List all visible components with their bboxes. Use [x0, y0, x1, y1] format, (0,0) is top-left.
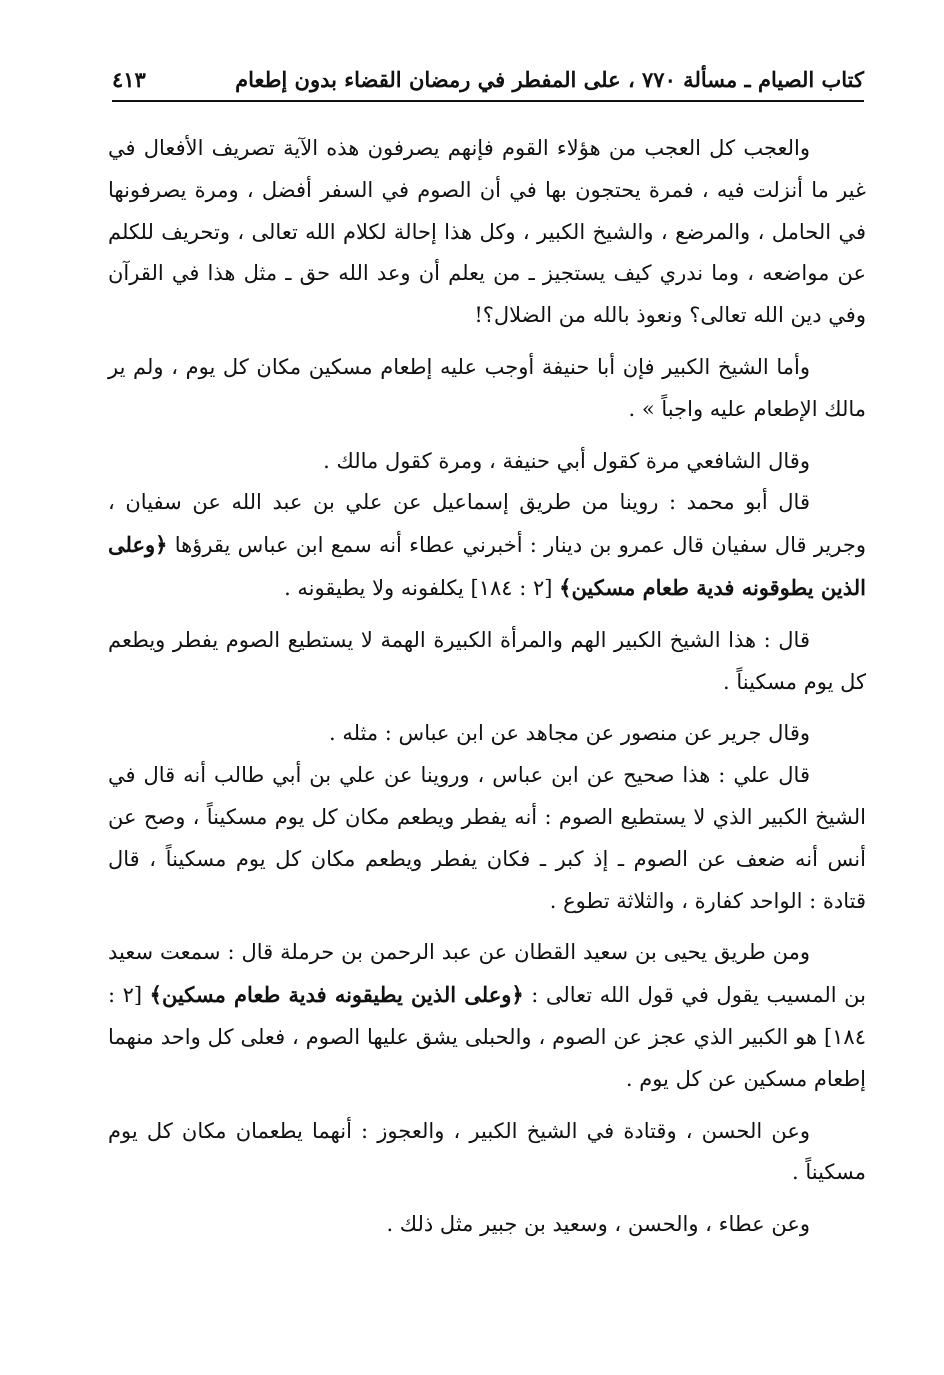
paragraph: وعن عطاء ، والحسن ، وسعيد بن جبير مثل ذلك .: [386, 1212, 810, 1237]
paragraph: والعجب كل العجب من هؤلاء القوم فإنهم يصرفون هذه الآية تصريف الأفعال في غير ما أنزلت فيه ، فمرة يحتجون بها في أن الصوم في السفر أفضل ، ومرة يصرفونها في الحامل ، والمرضع ، والشيخ الكبير ، وكل هذا إحالة لكلام الله تعالى ، وتحريف للكلم عن مواضعه ، وما ندري كيف يستجيز ـ من يعلم أن وعد الله حق ـ مثل هذا في القرآن وفي دين الله تعالى؟ ونعوذ بالله من الضلال؟!: [108, 136, 866, 328]
paragraph: [108, 932, 866, 1100]
paragraph-text: [٢ : ١٨٤] يكلفونه ولا يطيقونه .: [284, 575, 560, 600]
page-number: ٤١٣: [112, 67, 146, 92]
paragraph-text: ومن طريق يحيى بن سعيد القطان عن عبد الرحمن بن حرملة قال : سمعت سعيد بن المسيب يقول في قول الله تعالى :: [108, 940, 866, 1008]
paragraph: قال : هذا الشيخ الكبير الهم والمرأة الكبيرة الهمة لا يستطيع الصوم يفطر ويطعم كل يوم مسكيناً .: [108, 627, 866, 694]
paragraph: قال علي : هذا صحيح عن ابن عباس ، وروينا عن علي بن أبي طالب أنه قال في الشيخ الكبير الذي لا يستطيع الصوم : أنه يفطر ويطعم مكان كل يوم مسكيناً ، وصح عن أنس أنه ضعف عن الصوم ـ إذ كبر ـ فكان يفطر ويطعم مكان كل يوم مسكيناً ، قال قتادة : الواحد كفارة ، والثلاثة تطوع .: [108, 763, 866, 913]
header-divider: [112, 100, 864, 102]
paragraph: وعن الحسن ، وقتادة في الشيخ الكبير ، والعجوز : أنهما يطعمان مكان كل يوم مسكيناً .: [108, 1118, 866, 1185]
paragraph: وقال الشافعي مرة كقول أبي حنيفة ، ومرة كقول مالك .: [323, 448, 810, 473]
quran-verse: ﴿وعلى الذين يطيقونه فدية طعام مسكين﴾: [149, 982, 524, 1008]
paragraph-text: [٢ : ١٨٤] هو الكبير الذي عجز عن الصوم ، والحبلى يشق عليها الصوم ، فعلى كل واحد منهما إطعام مسكين عن كل يوم .: [108, 983, 866, 1091]
paragraph: [108, 482, 866, 609]
running-title: كتاب الصيام ـ مسألة ٧٧٠ ، على المفطر في رمضان القضاء بدون إطعام: [235, 67, 864, 92]
paragraph: وقال جرير عن منصور عن مجاهد عن ابن عباس : مثله .: [328, 721, 810, 746]
quran-verse: ﴿وعلى الذين يطوقونه فدية طعام مسكين﴾: [108, 532, 866, 600]
paragraph: وأما الشيخ الكبير فإن أبا حنيفة أوجب عليه إطعام مسكين مكان كل يوم ، ولم ير مالك الإطعام عليه واجباً » .: [108, 354, 866, 421]
body-text: [108, 128, 866, 1256]
page-header: [112, 52, 864, 92]
paragraph-text: قال أبو محمد : روينا من طريق إسماعيل عن علي بن عبد الله عن سفيان ، وجرير قال سفيان قال عمرو بن دينار : أخبرني عطاء أنه سمع ابن عباس يقرؤها: [108, 490, 866, 558]
